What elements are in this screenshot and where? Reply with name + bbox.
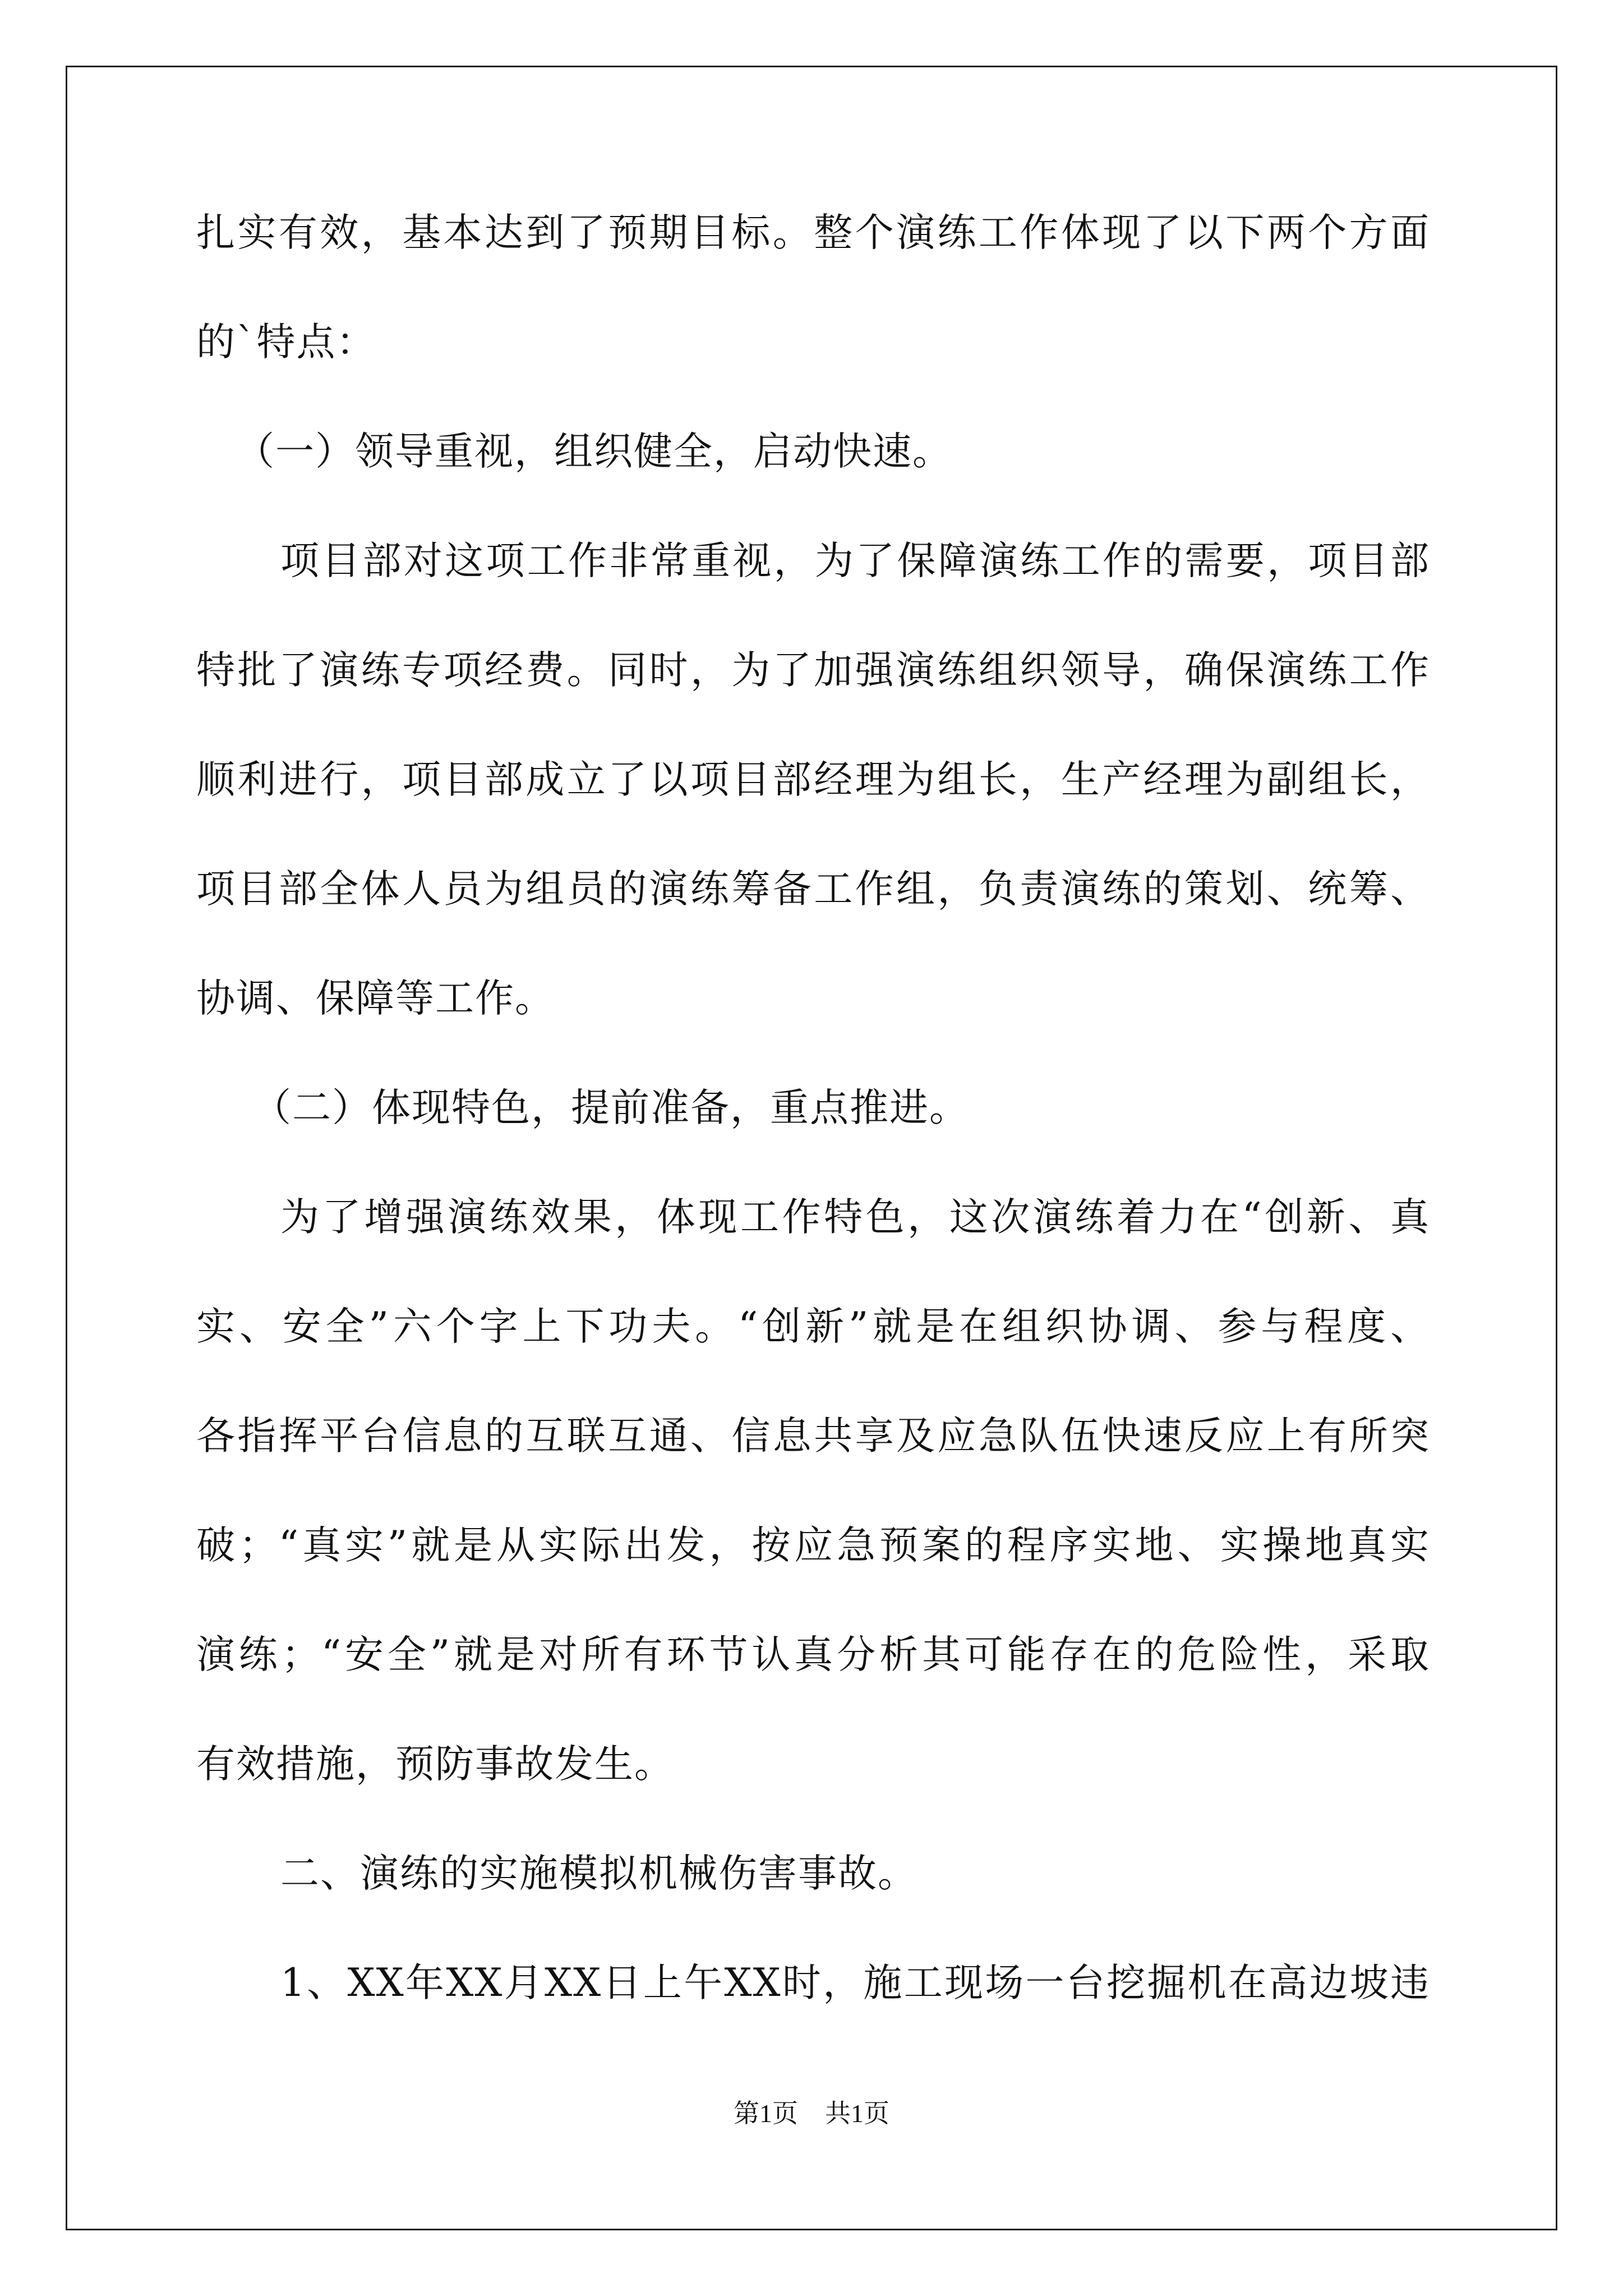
text-line-1: 扎实有效，基本达到了预期目标。整个演练工作体现了以下两个方面 <box>196 210 1430 255</box>
text-line-15: 有效措施，预防事故发生。 <box>196 1742 674 1787</box>
section-heading-1: （一）领导重视，组织健全，启动快速。 <box>236 429 952 474</box>
text-line-6: 顺利进行，项目部成立了以项目部经理为组长，生产经理为副组长， <box>196 757 1430 802</box>
text-line-17: 1、XX年XX月XX日上午XX时，施工现场一台挖掘机在高边坡违 <box>280 1961 1430 2005</box>
page-total: 共1页 <box>825 2099 889 2128</box>
section-heading-3: 二、演练的实施模拟机械伤害事故。 <box>280 1851 917 1896</box>
text-line-7: 项目部全体人员为组员的演练筹备工作组，负责演练的策划、统筹、 <box>196 867 1430 912</box>
text-line-10: 为了增强演练效果，体现工作特色，这次演练着力在“创新、真 <box>280 1195 1430 1240</box>
page-number: 第1页 <box>734 2099 798 2128</box>
text-line-12: 各指挥平台信息的互联互通、信息共享及应急队伍快速反应上有所突 <box>196 1414 1430 1458</box>
section-heading-2: （二）体现特色，提前准备，重点推进。 <box>252 1085 969 1130</box>
text-line-14: 演练；“安全”就是对所有环节认真分析其可能存在的危险性，采取 <box>196 1632 1430 1677</box>
page-footer <box>0 2098 1623 2129</box>
text-line-8: 协调、保障等工作。 <box>196 976 555 1021</box>
text-line-5: 特批了演练专项经费。同时，为了加强演练组织领导，确保演练工作 <box>196 648 1430 693</box>
text-line-13: 破；“真实”就是从实际出发，按应急预案的程序实地、实操地真实 <box>196 1523 1430 1568</box>
page-border <box>66 66 1557 2230</box>
text-line-2: 的`特点： <box>196 320 376 365</box>
text-line-4: 项目部对这项工作非常重视，为了保障演练工作的需要，项目部 <box>280 539 1430 583</box>
text-line-11: 实、安全”六个字上下功夫。“创新”就是在组织协调、参与程度、 <box>196 1304 1430 1349</box>
